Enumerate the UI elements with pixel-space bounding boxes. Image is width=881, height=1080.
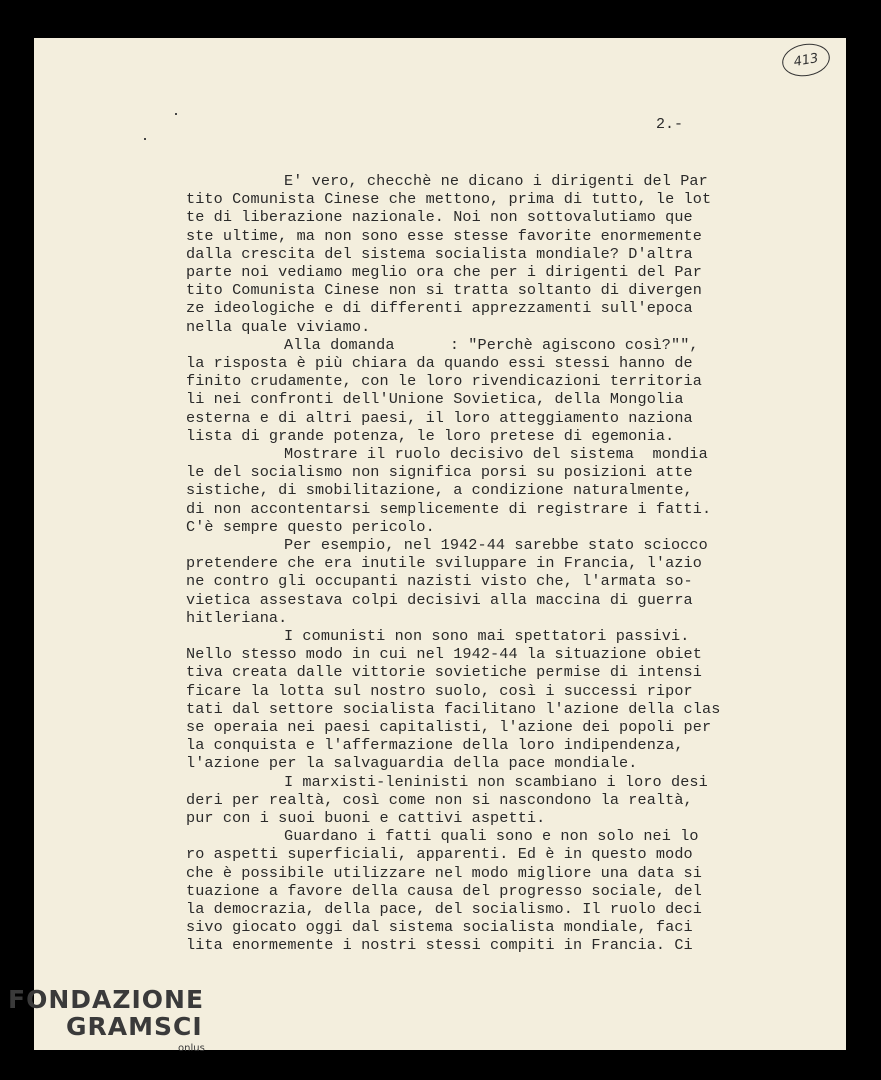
text-line: pretendere che era inutile sviluppare in Francia, l'azio [186,554,702,573]
text-line: ficare la lotta sul nostro suolo, così i successi ripor [186,681,693,700]
text-line: li nei confronti dell'Unione Sovietica, della Mongolia [186,390,684,409]
text-line: Guardano i fatti quali sono e non solo nei lo [284,827,699,846]
ink-speck [144,138,146,140]
text-line: tati dal settore socialista facilitano l'azione della clas [186,699,721,718]
text-line: Nello stesso modo in cui nel 1942-44 la situazione obiet [186,645,702,664]
text-line: dalla crescita del sistema socialista mondiale? D'altra [186,244,693,263]
text-line: I comunisti non sono mai spettatori passivi. [284,627,690,645]
text-line: parte noi vediamo meglio ora che per i dirigenti del Par [186,263,702,281]
watermark-line-1: FONDAZIONE [8,985,205,1014]
text-line: se operaia nei paesi capitalisti, l'azione dei popoli per [186,718,712,736]
typewritten-page [34,38,846,1050]
text-line: finito crudamente, con le loro rivendicazioni territoria [186,372,702,391]
text-line: deri per realtà, così come non si nascondono la realtà, [186,790,693,809]
text-line: esterna e di altri paesi, il loro atteggiamento naziona [186,408,693,427]
text-line: la conquista e l'affermazione della loro indipendenza, [186,736,684,755]
text-line: C'è sempre questo pericolo. [186,517,435,536]
text-line: sistiche, di smobilitazione, a condizione naturalmente, [186,481,693,500]
text-line: ro aspetti superficiali, apparenti. Ed è in questo modo [186,845,693,864]
text-line: pur con i suoi buoni e cattivi aspetti. [186,809,546,827]
page-number: 2.- [656,116,684,133]
text-line: l'azione per la salvaguardia della pace mondiale. [186,754,638,773]
text-line: lista di grande potenza, le loro pretese di egemonia. [186,426,675,445]
text-line: le del socialismo non significa porsi su posizioni atte [186,463,693,482]
text-line: E' vero, checchè ne dicano i dirigenti del Par [284,172,708,190]
watermark-line-3: onlus [178,1043,205,1054]
text-line: tito Comunista Cinese non si tratta soltanto di divergen [186,281,702,300]
text-line: lita enormemente i nostri stessi compiti in Francia. Ci [186,936,693,955]
text-line: tuazione a favore della causa del progresso sociale, del [186,881,702,900]
text-line: sivo giocato oggi dal sistema socialista mondiale, faci [186,918,693,937]
fondazione-gramsci-watermark [8,985,205,1054]
text-line: hitleriana. [186,608,288,627]
text-line: Alla domanda : "Perchè agiscono così?"", [284,335,699,354]
text-line: te di liberazione nazionale. Noi non sottovalutiamo que [186,208,693,227]
text-line: Per esempio, nel 1942-44 sarebbe stato sciocco [284,536,708,554]
archive-number-stamp: 413 [780,40,833,80]
text-line: vietica assestava colpi decisivi alla maccina di guerra [186,590,693,609]
watermark-line-2: GRAMSCI [66,1012,203,1041]
text-line: ste ultime, ma non sono esse stesse favorite enormemente [186,226,702,245]
text-line: la democrazia, della pace, del socialismo. Il ruolo deci [186,900,702,918]
text-line: I marxisti-leninisti non scambiano i loro desi [284,772,708,791]
text-line: nella quale viviamo. [186,317,371,336]
text-line: ze ideologiche e di differenti apprezzamenti sull'epoca [186,299,693,318]
text-line: che è possibile utilizzare nel modo migliore una data si [186,863,702,882]
text-line: tito Comunista Cinese che mettono, prima di tutto, le lot [186,190,712,209]
text-line: di non accontentarsi semplicemente di registrare i fatti. [186,499,712,518]
ink-speck [175,113,177,115]
text-line: ne contro gli occupanti nazisti visto che, l'armata so- [186,572,693,591]
text-line: Mostrare il ruolo decisivo del sistema mondia [284,445,708,463]
text-line: tiva creata dalle vittorie sovietiche permise di intensi [186,663,702,682]
text-line: la risposta è più chiara da quando essi stessi hanno de [186,354,693,372]
